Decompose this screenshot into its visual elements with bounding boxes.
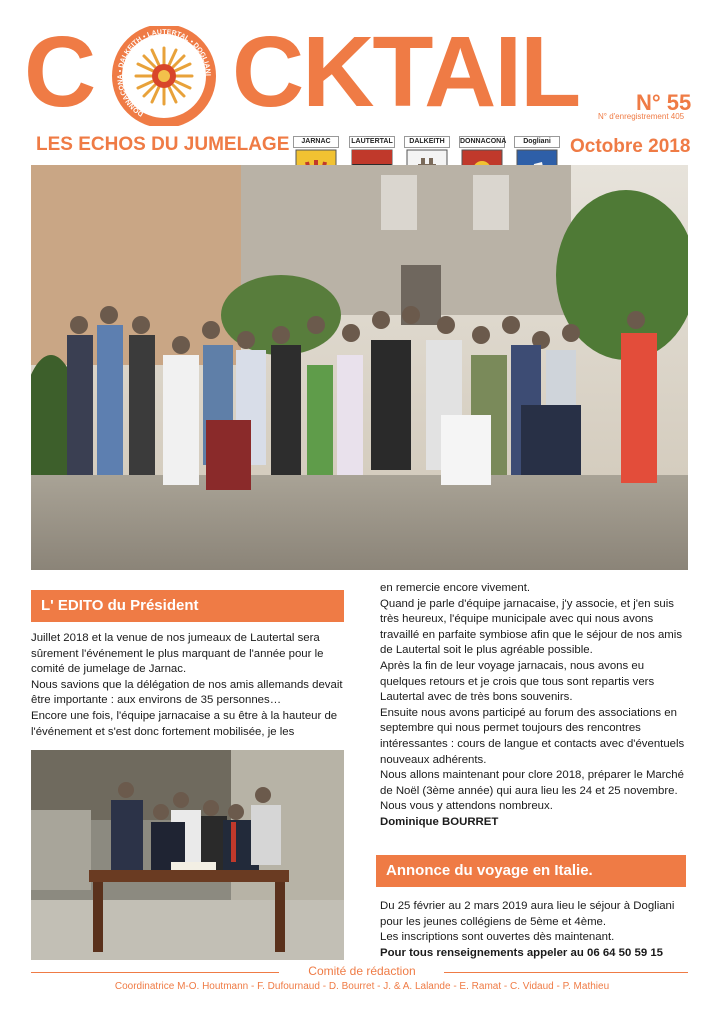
edito-paragraph: Juillet 2018 et la venue de nos jumeaux de Lautertal sera sûrement l'événement le plus marquant de l'année pour le comité de jumelage de Jarnac. (31, 632, 324, 676)
edito-paragraph: Après la fin de leur voyage jarnacais, nous avons eu quelques retours et je crois que tous sont repartis vers Lautertal avec de très bons souvenirs. (380, 659, 655, 704)
crest-label: DALKEITH (404, 136, 450, 148)
edito-paragraph: Nous savions que la délégation de nos amis allemands devait être importante : aux environs de 35 personnes… (31, 678, 343, 707)
issue-date: Octobre 2018 (570, 136, 691, 157)
committee-title: Comité de rédaction (308, 964, 416, 978)
issue-number: N° 55 (636, 90, 692, 115)
annonce-contact: Pour tous renseignements appeler au 06 64 50 59 15 (380, 946, 663, 959)
edito-column-1 (31, 631, 343, 740)
annonce-heading: Annonce du voyage en Italie. (376, 855, 686, 887)
edito-paragraph: Ensuite nous avons participé au forum des associations en septembre qui nous permet toujours des rencontres intéressantes : cours de langue et contacts avec d'éventuels nouveaux adhérents. (380, 706, 685, 766)
annonce-paragraph: Du 25 février au 2 mars 2019 aura lieu le séjour à Dogliani pour les jeunes collégiens de 5ème et 4ème. (380, 900, 675, 928)
group-photo (31, 165, 688, 570)
crest-label: LAUTERTAL (349, 136, 395, 148)
edito-paragraph: Nous allons maintenant pour clore 2018, préparer le Marché de Noël (3ème année) qui aura lieu les 24 et 25 novembre. (380, 769, 684, 797)
crest-label: DONNACONA (459, 136, 505, 148)
title-letter-c: C (24, 16, 95, 128)
subtitle: LES ECHOS DU JUMELAGE (36, 134, 290, 155)
edito-paragraph: en remercie encore vivement. (380, 582, 531, 594)
edito-column-2 (380, 581, 686, 831)
edito-signature: Dominique BOURRET (380, 815, 499, 828)
crest-label: JARNAC (293, 136, 339, 148)
crest-label: Dogliani (514, 136, 560, 148)
edito-paragraph: Nous vous y attendons nombreux. (380, 800, 553, 813)
emblem-town-names: DONNACONA • DALKEITH • LAUTERTAL • DOGLIANI (117, 28, 212, 118)
registration-number: N° d'enregistrement 405 (598, 112, 685, 121)
edito-paragraph: Encore une fois, l'équipe jarnacaise a su être à la hauteur de l'événement et s'est donc fortement mobilisée, je les (31, 709, 338, 738)
annonce-paragraph: Les inscriptions sont ouvertes dès maintenant. (380, 931, 615, 944)
edito-paragraph: Quand je parle d'équipe jarnacaise, j'y associe, et j'en suis très heureux, l'équipe municipale avec qui nous avons travaillé en parfaite symbiose afin que le séjour de nos amis de Lautertal soit le plus agréable possible. (380, 597, 683, 657)
committee-names: Coordinatrice M-O. Houtmann - F. Dufournaud - D. Bourret - J. & A. Lalande - E. Ramat - C. Vidaud - P. Mathieu (114, 981, 610, 992)
sun-emblem-icon (100, 26, 228, 126)
edito-heading: L' EDITO du Président (31, 590, 344, 622)
title-letters-cktail: CKTAIL (232, 16, 580, 128)
annonce-text (380, 899, 686, 961)
signing-ceremony-photo (31, 750, 344, 960)
